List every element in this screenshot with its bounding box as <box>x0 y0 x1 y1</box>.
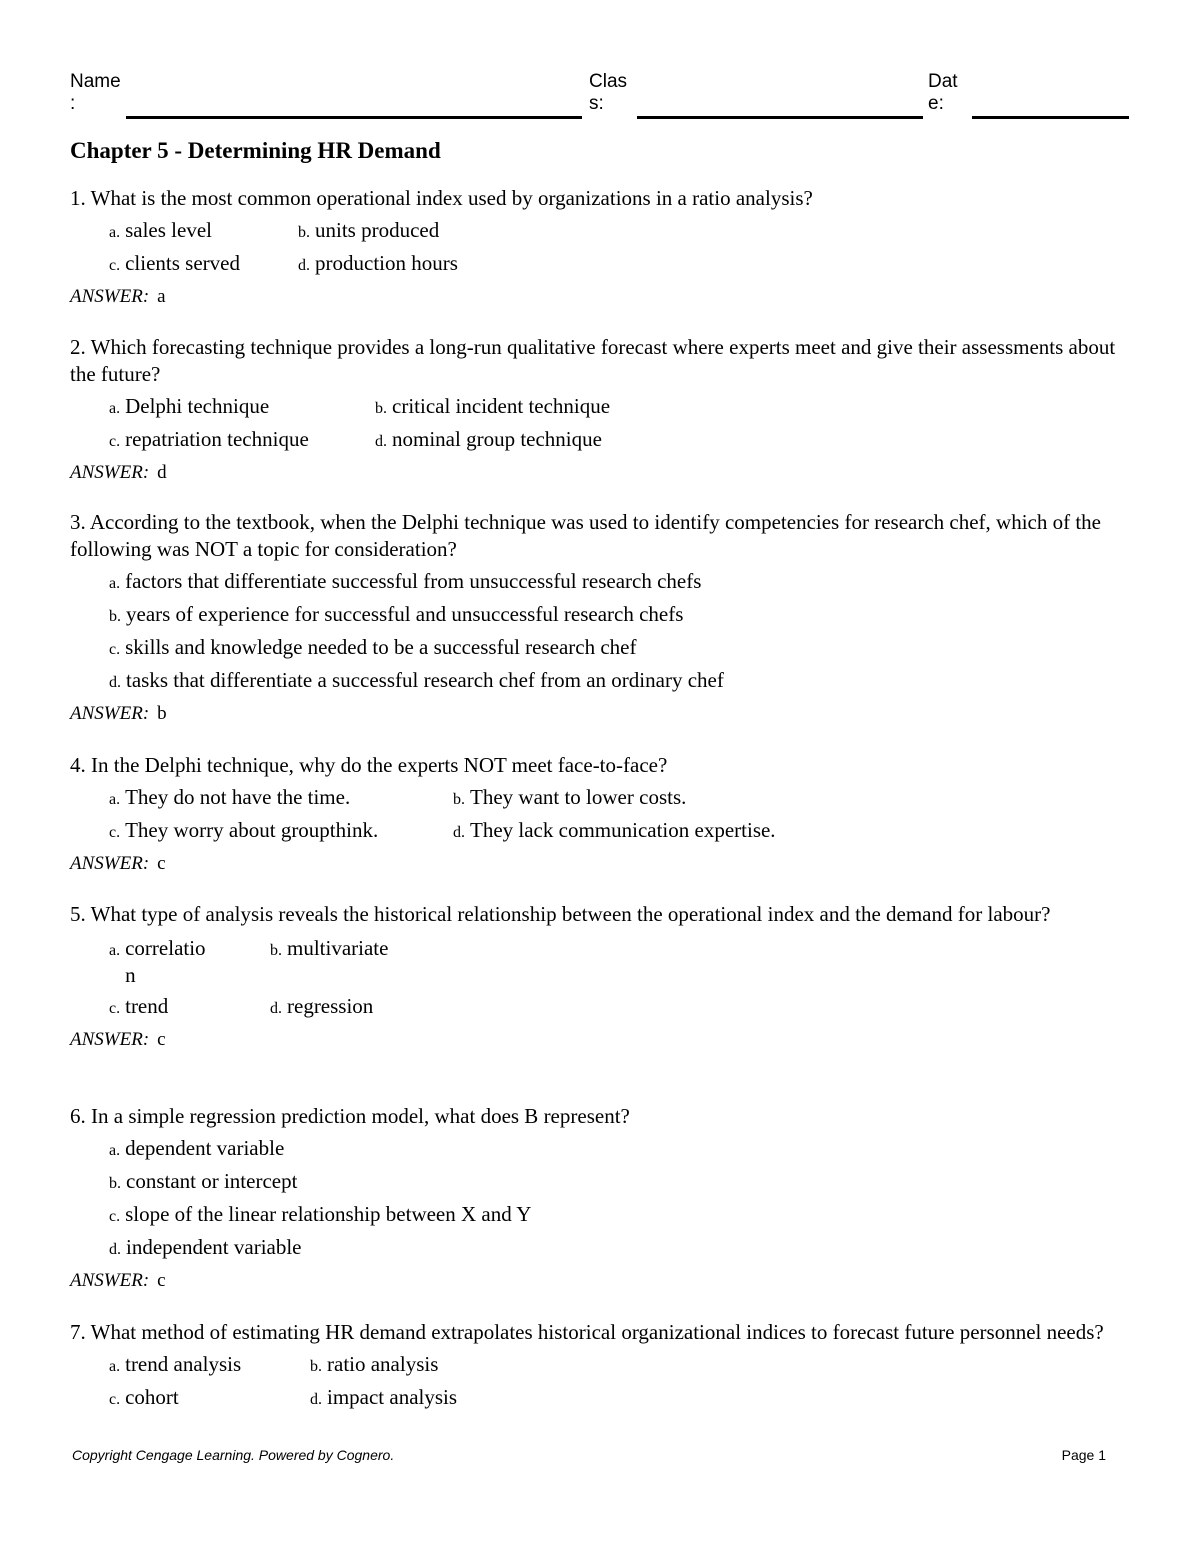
option-1a: a. sales level <box>109 218 212 242</box>
question-2 <box>70 334 1130 486</box>
option-1c: c. clients served <box>109 251 240 275</box>
chapter-title: Chapter 5 - Determining HR Demand <box>70 138 441 163</box>
option-1d: d. production hours <box>298 251 458 275</box>
question-4 <box>70 752 1130 877</box>
answer-2: ANSWER: d <box>70 462 167 483</box>
question-7 <box>70 1319 1130 1415</box>
footer-page-number: Page 1 <box>1061 1447 1106 1463</box>
class-field-line[interactable] <box>637 116 923 119</box>
option-3a: a. factors that differentiate successful from unsuccessful research chefs <box>109 569 702 593</box>
option-6b: b. constant or intercept <box>109 1169 298 1193</box>
question-6-stem: 6. In a simple regression prediction model, what does B represent? <box>70 1104 630 1128</box>
option-2b: b. critical incident technique <box>375 394 611 418</box>
option-5d: d. regression <box>270 994 374 1018</box>
option-6d: d. independent variable <box>109 1235 302 1259</box>
answer-5: ANSWER: c <box>70 1029 166 1050</box>
option-3d: d. tasks that differentiate a successful research chef from an ordinary chef <box>109 668 724 692</box>
option-7a: a. trend analysis <box>109 1352 242 1376</box>
option-6c: c. slope of the linear relationship between X and Y <box>109 1202 532 1226</box>
option-4d: d. They lack communication expertise. <box>453 818 776 842</box>
option-5c: c. trend <box>109 994 169 1018</box>
option-2c: c. repatriation technique <box>109 427 309 451</box>
date-field-line[interactable] <box>972 116 1129 119</box>
answer-6: ANSWER: c <box>70 1270 166 1291</box>
option-4b: b. They want to lower costs. <box>453 785 687 809</box>
option-5a: a. correlatio n <box>109 936 206 987</box>
question-3 <box>70 509 1130 727</box>
question-2-stem: 2. Which forecasting technique provides a long-run qualitative forecast where experts meet and give their assessments about the future? <box>70 335 1116 386</box>
answer-3: ANSWER: b <box>70 703 167 724</box>
footer-copyright: Copyright Cengage Learning. Powered by Cognero. <box>72 1447 395 1463</box>
option-4a: a. They do not have the time. <box>109 785 351 809</box>
option-2d: d. nominal group technique <box>375 427 602 451</box>
name-field-line[interactable] <box>126 116 582 119</box>
answer-1: ANSWER: a <box>70 286 166 307</box>
question-1-stem: 1. What is the most common operational index used by organizations in a ratio analysis? <box>70 186 813 210</box>
option-6a: a. dependent variable <box>109 1136 285 1160</box>
question-5 <box>70 901 1130 1053</box>
option-7d: d. impact analysis <box>310 1385 458 1409</box>
question-3-stem: 3. According to the textbook, when the Delphi technique was used to identify competencies for research chef, which of the following was NOT a topic for consideration? <box>70 510 1102 561</box>
date-label: Dat e: <box>928 71 958 114</box>
question-6 <box>70 1103 1130 1294</box>
name-label: Name : <box>70 71 121 114</box>
option-5b: b. multivariate <box>270 936 389 960</box>
option-4c: c. They worry about groupthink. <box>109 818 379 842</box>
option-3b: b. years of experience for successful and unsuccessful research chefs <box>109 602 684 626</box>
class-label: Clas s: <box>589 71 628 114</box>
question-7-stem: 7. What method of estimating HR demand extrapolates historical organizational indices to forecast future personnel needs? <box>70 1320 1104 1344</box>
option-7b: b. ratio analysis <box>310 1352 439 1376</box>
answer-4: ANSWER: c <box>70 853 166 874</box>
question-5-stem: 5. What type of analysis reveals the historical relationship between the operational index and the demand for labour? <box>70 902 1051 926</box>
question-4-stem: 4. In the Delphi technique, why do the experts NOT meet face-to-face? <box>70 753 668 777</box>
option-2a: a. Delphi technique <box>109 394 270 418</box>
option-7c: c. cohort <box>109 1385 179 1409</box>
option-1b: b. units produced <box>298 218 440 242</box>
option-3c: c. skills and knowledge needed to be a successful research chef <box>109 635 637 659</box>
question-1 <box>70 185 1130 310</box>
